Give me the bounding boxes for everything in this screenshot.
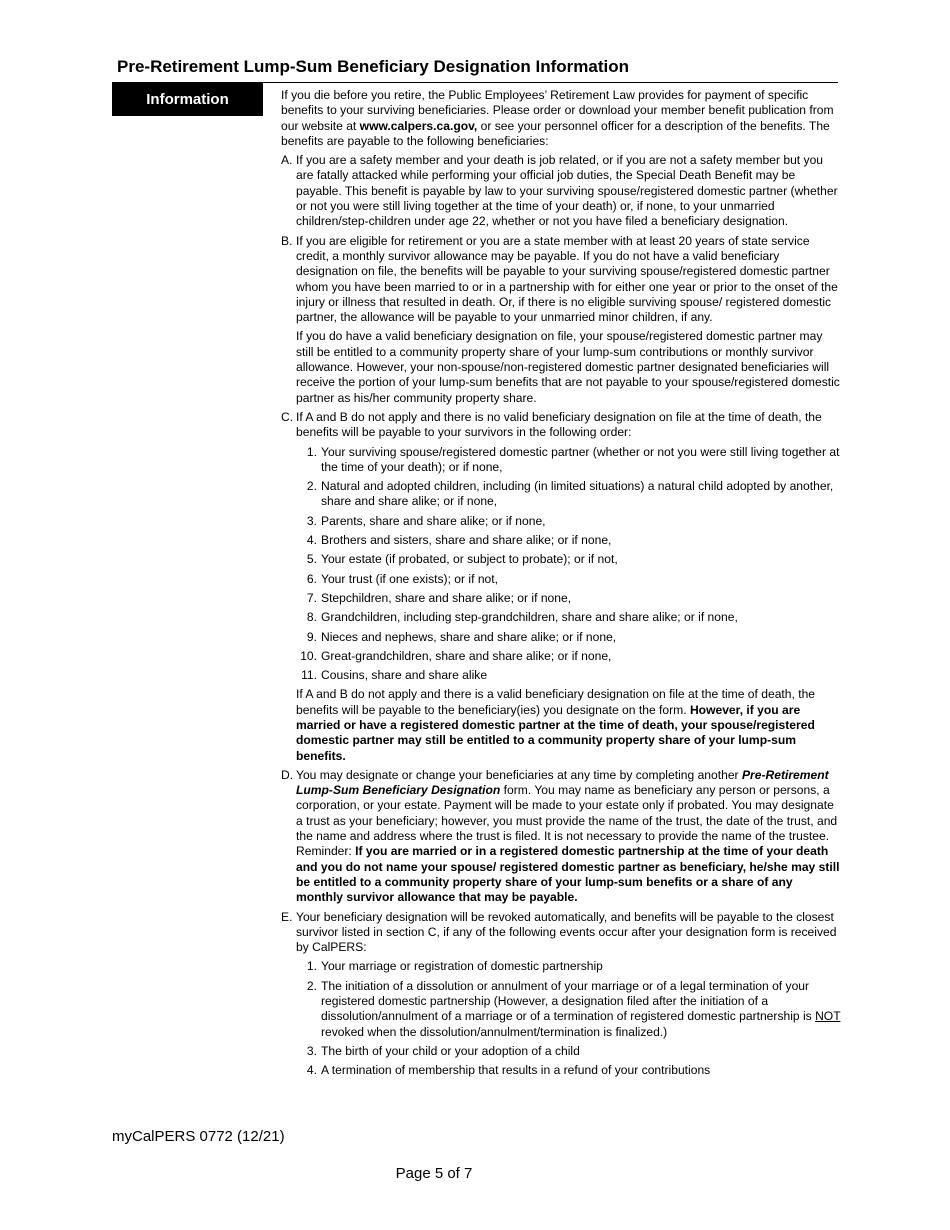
list-item <box>296 479 841 510</box>
item-c-after-paragraph <box>296 687 841 763</box>
item-c <box>281 410 841 764</box>
list-item <box>296 630 841 645</box>
list-text: Your surviving spouse/registered domestic partner (whether or not you were still living together at the time of your death); or if none, <box>321 444 840 474</box>
intro-text-2: or see your personnel officer for a description of the benefits. The benefits are payable to the following beneficiaries: <box>281 118 830 148</box>
list-text: The initiation of a dissolution or annulment of your marriage or of a legal termination of your registered domestic partnership (However, a designation filed after the initiation of a dissolution/annulment of a marriage or of a termination of registered domestic partnership is <box>321 978 816 1024</box>
item-b-paragraph-1: If you are eligible for retirement or you are a state member with at least 20 years of state service credit, a monthly survivor allowance may be payable. If you do not have a valid beneficiary designation on file, the benefits will be payable to your surviving spouse/registered domestic partner whom you have been married to or in a partnership with for either one year or prior to the onset of the injury or illness that resulted in death. Or, if there is no eligible surviving spouse/ registered domestic partner, the allowance will be payable to your unmarried minor children, if any. <box>296 233 838 325</box>
list-item <box>296 668 841 683</box>
item-b <box>281 234 841 406</box>
list-item <box>296 959 841 974</box>
item-c-after-bold: However, if you are married or have a registered domestic partner at the time of death, your spouse/registered domestic partner may still be entitled to a community property share of your lump-sum benefits. <box>296 702 815 763</box>
calpers-website: www.calpers.ca.gov, <box>359 118 478 133</box>
item-a <box>281 153 841 229</box>
item-c-after-text: If A and B do not apply and there is a valid beneficiary designation on file at the time of death, the benefits will be payable to the beneficiary(ies) you designate on the form. <box>296 687 816 717</box>
list-item <box>296 572 841 587</box>
list-item <box>296 610 841 625</box>
list-item <box>296 514 841 529</box>
list-number: 10. <box>300 648 317 663</box>
list-number: 1. <box>306 444 317 459</box>
list-number: 3. <box>306 1043 317 1058</box>
list-number: 4. <box>306 533 317 548</box>
list-text: The birth of your child or your adoption of a child <box>321 1043 580 1058</box>
item-letter: D. <box>281 767 294 782</box>
list-number: 5. <box>306 552 317 567</box>
item-d <box>281 768 841 906</box>
list-text: Brothers and sisters, share and share alike; or if none, <box>321 533 612 548</box>
item-d-reminder-bold: If you are married or in a registered domestic partnership at the time of your death and you do not name your spouse/ registered domestic partner as beneficiary, he/she may still be entitled to a community property share of your lump-sum benefits or a share of any monthly survivor allowance that may be payable. <box>296 844 840 905</box>
list-number: 6. <box>306 571 317 586</box>
item-d-text-1: You may designate or change your beneficiaries at any time by completing another <box>296 767 742 782</box>
item-letter: A. <box>281 153 293 168</box>
page-title: Pre-Retirement Lump-Sum Beneficiary Designation Information <box>117 57 629 76</box>
list-text: Nieces and nephews, share and share alike; or if none, <box>321 629 617 644</box>
item-letter: E. <box>281 909 293 924</box>
list-text: Your estate (if probated, or subject to probate); or if not, <box>321 552 618 567</box>
list-text: revoked when the dissolution/annulment/termination is finalized.) <box>321 1024 668 1039</box>
survivor-order-list <box>296 445 841 684</box>
intro-paragraph <box>281 88 841 149</box>
list-text: A termination of membership that results in a refund of your contributions <box>321 1063 711 1078</box>
list-text: Parents, share and share alike; or if none, <box>321 513 546 528</box>
item-b-paragraph-2: If you do have a valid beneficiary designation on file, your spouse/registered domestic partner may still be entitled to a community property share of your lump-sum contributions or monthly survivor allowance. However, your non-spouse/non-registered domestic partner designated beneficiaries will receive the portion of your lump-sum benefits that are not payable to your spouse/registered domestic partner as his/her community property share. <box>296 329 840 405</box>
page-number: Page 5 of 7 <box>395 1165 473 1182</box>
item-letter: C. <box>281 409 294 424</box>
item-e-text: Your beneficiary designation will be revoked automatically, and benefits will be payable to the closest survivor listed in section C, if any of the following events occur after your designation form is received by CalPERS: <box>296 909 837 955</box>
list-item <box>296 979 841 1040</box>
list-number: 2. <box>306 479 317 494</box>
list-text-underlined: NOT <box>815 1009 841 1024</box>
form-name: Pre-Retirement Lump-Sum Beneficiary Designation <box>296 767 829 798</box>
item-d-paragraph <box>296 768 841 906</box>
information-content <box>281 88 841 1083</box>
item-d-text-2: form. You may name as beneficiary any person or persons, a corporation, or your estate. Payment will be made to your estate only if probated. You may designate a trust as your beneficiary; however, you must provide the name of the trust, the date of the trust, and the name and address where the trust is filed. It is not necessary to provide the name of the trustee. Reminder: <box>296 783 838 859</box>
list-item <box>296 1044 841 1059</box>
list-number: 3. <box>306 513 317 528</box>
revocation-events-list <box>296 959 841 1078</box>
list-number: 11. <box>301 668 317 683</box>
list-text: Cousins, share and share alike <box>321 668 488 683</box>
item-a-text: If you are a safety member and your death is job related, or if you are not a safety member but you are fatally attacked while performing your official job duties, the Special Death Benefit may be payable. This benefit is payable by law to your surviving spouse/registered domestic partner (whether or not you were still living together at the time of your death) or, if none, to your unmarried children/step-children under age 22, whether or not you have filed a beneficiary designation. <box>296 153 838 229</box>
item-c-text: If A and B do not apply and there is no valid beneficiary designation on file at the time of death, the benefits will be payable to your survivors in the following order: <box>296 409 822 440</box>
list-item <box>296 1063 841 1078</box>
list-number: 9. <box>306 629 317 644</box>
list-number: 4. <box>306 1063 317 1078</box>
list-number: 7. <box>306 590 317 605</box>
form-identifier: myCalPERS 0772 (12/21) <box>112 1128 285 1145</box>
list-item <box>296 533 841 548</box>
list-item <box>296 649 841 664</box>
list-number: 8. <box>306 610 317 625</box>
list-number: 1. <box>306 959 317 974</box>
list-number: 2. <box>306 978 317 993</box>
list-text: Natural and adopted children, including (in limited situations) a natural child adopted by another, share and share alike; or if none, <box>321 479 834 509</box>
list-item <box>296 591 841 606</box>
section-label: Information <box>112 83 263 116</box>
list-text: Your trust (if one exists); or if not, <box>321 571 499 586</box>
list-item <box>296 552 841 567</box>
list-text: Your marriage or registration of domestic partnership <box>321 959 603 974</box>
item-letter: B. <box>281 233 293 248</box>
list-item <box>296 445 841 476</box>
list-text: Stepchildren, share and share alike; or if none, <box>321 590 572 605</box>
intro-text-1: If you die before you retire, the Public Employees’ Retirement Law provides for payment of specific benefits to your surviving beneficiaries. Please order or download your member benefit publication from our website at <box>281 88 834 133</box>
item-e <box>281 910 841 1079</box>
list-text: Great-grandchildren, share and share alike; or if none, <box>321 648 612 663</box>
list-text: Grandchildren, including step-grandchildren, share and share alike; or if none, <box>321 610 738 625</box>
